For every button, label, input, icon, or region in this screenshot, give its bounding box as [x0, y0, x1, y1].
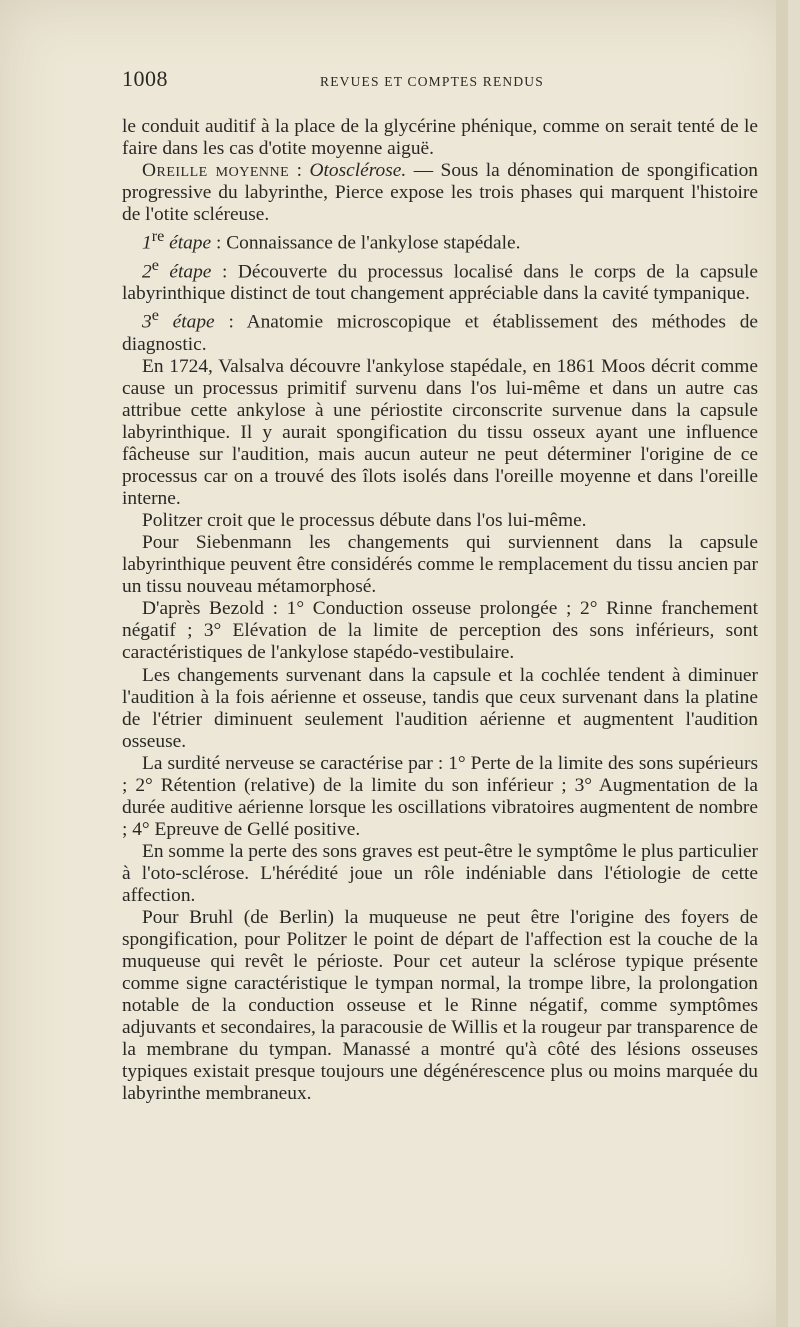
- paragraph-en-somme: En somme la perte des sons graves est peut-être le symptôme le plus particulier à l'oto-sclérose. L'hérédité joue un rôle indéniable dans l'étiologie de cette affection.: [122, 840, 758, 906]
- etape-label: étape: [158, 261, 212, 283]
- paragraph-etape-3: [122, 305, 758, 356]
- body-text: [122, 116, 758, 1105]
- etape-label: étape: [158, 311, 215, 333]
- paragraph-continuation: le conduit auditif à la place de la glycérine phénique, comme on serait tenté de le faire dans les cas d'otite moyenne aiguë.: [122, 116, 758, 160]
- etape-text: : Connaissance de l'ankylose stapédale.: [211, 232, 521, 254]
- page-number: 1008: [122, 66, 168, 91]
- paragraph-section-otosclerose: [122, 160, 758, 226]
- section-label: Oreille moyenne: [142, 160, 290, 182]
- section-separator: :: [289, 160, 310, 182]
- paragraph-changements: Les changements survenant dans la capsule et la cochlée tendent à diminuer l'audition à la fois aérienne et osseuse, tandis que ceux survenant dans la platine de l'étrier diminuent seulement l'audition aérienne et augmentent l'audition osseuse.: [122, 664, 758, 752]
- paragraph-bezold: D'après Bezold : 1° Conduction osseuse prolongée ; 2° Rinne franchement négatif ; 3° Elévation de la limite de perception des sons inférieurs, sont caractéristiques de l'ankylose stapédo-vestibulaire.: [122, 598, 758, 664]
- etape-text: : Découverte du processus localisé dans le corps de la capsule labyrinthique distinct de tout changement appréciable dans la cavité tympanique.: [122, 261, 758, 305]
- etape-suffix: e: [151, 307, 159, 325]
- etape-suffix: e: [151, 256, 159, 274]
- running-title: REVUES ET COMPTES RENDUS: [320, 74, 544, 89]
- paragraph-politzer: Politzer croit que le processus débute dans l'os lui-même.: [142, 510, 587, 532]
- etape-number: 3: [142, 311, 152, 333]
- paragraph-surdite-nerveuse: La surdité nerveuse se caractérise par : 1° Perte de la limite des sons supérieurs ; 2° Rétention (relative) de la limite du son inférieur ; 3° Augmentation de la durée auditive aérienne lorsque les oscillations vibratoires augmentent de nombre ; 4° Epreuve de Gellé positive.: [122, 752, 758, 840]
- paragraph-etape-1: [122, 226, 758, 255]
- paragraph-etape-2: [122, 255, 758, 306]
- section-intro: — Sous la dénomination de spongification progressive du labyrinthe, Pierce expose les trois phases qui marquent l'histoire de l'otite scléreuse.: [122, 160, 758, 226]
- etape-suffix: re: [151, 228, 165, 246]
- paragraph-siebenmann: Pour Siebenmann les changements qui surviennent dans la capsule labyrinthique peuvent être considérés comme le remplacement du tissu ancien par un tissu nouveau métamorphosé.: [122, 532, 758, 598]
- section-title: Otosclérose.: [309, 160, 407, 182]
- page-header: [122, 66, 758, 100]
- page-edge: [776, 0, 788, 1327]
- etape-number: 2: [142, 261, 152, 283]
- etape-text: : Anatomie microscopique et établissement des méthodes de diagnostic.: [122, 311, 759, 355]
- paragraph-bruhl: Pour Bruhl (de Berlin) la muqueuse ne peut être l'origine des foyers de spongification, pour Politzer le point de départ de l'affection est la couche de la muqueuse qui revêt le périoste. Pour cet auteur la sclérose typique présente comme signe caractéristique le tympan normal, la trompe libre, la prolongation notable de la conduction osseuse et le Rinne négatif, comme symptômes adjuvants et secondaires, la paracousie de Willis et la rougeur par transparence de la membrane du tympan. Manassé a montré qu'à côté des lésions osseuses typiques existait presque toujours une dégénérescence plus ou moins marquée du labyrinthe membraneux.: [122, 907, 758, 1105]
- etape-number: 1: [142, 232, 152, 254]
- etape-label: étape: [164, 232, 212, 254]
- paragraph-valsalva: En 1724, Valsalva découvre l'ankylose stapédale, en 1861 Moos décrit comme cause un processus primitif survenu dans l'os lui-même et dans un autre cas attribue cette ankylose à une périostite circonscrite survenue dans la capsule labyrinthique. Il y aurait spongification du tissu osseux ayant une influence fâcheuse sur l'audition, mais aucun auteur ne peut déterminer l'origine de ce processus car on a trouvé des îlots isolés dans l'oreille moyenne et dans l'oreille interne.: [122, 355, 758, 510]
